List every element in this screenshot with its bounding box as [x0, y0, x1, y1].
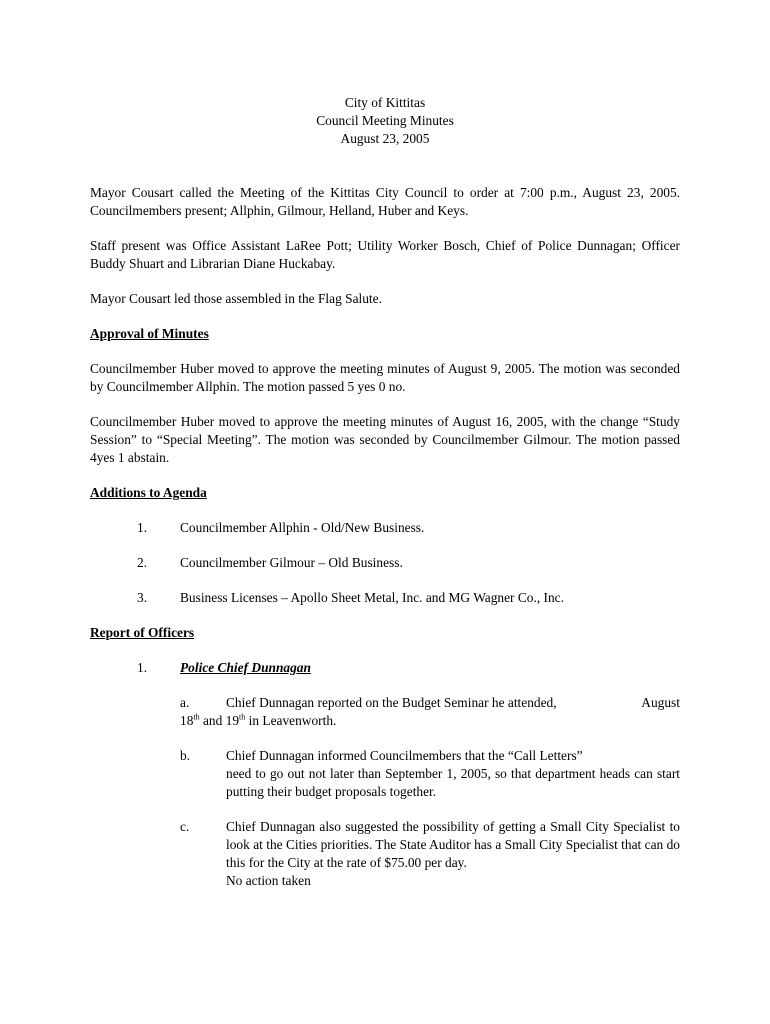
date-day-1: 18: [180, 713, 194, 728]
list-item-text: Business Licenses – Apollo Sheet Metal, Inc. and MG Wagner Co., Inc.: [180, 590, 564, 605]
officer-title: Police Chief Dunnagan: [180, 660, 311, 675]
officer-subitem-a: [180, 694, 680, 730]
heading-report-of-officers: Report of Officers: [90, 625, 195, 640]
list-item: [90, 554, 680, 572]
paragraph-call-to-order: Mayor Cousart called the Meeting of the Kittitas City Council to order at 7:00 p.m., August 23, 2005. Councilmembers present; Allphin, Gilmour, Helland, Huber and Keys.: [90, 185, 680, 218]
list-item-text: Councilmember Allphin - Old/New Business.: [180, 520, 425, 535]
subitem-letter: b.: [180, 748, 191, 763]
header-date: August 23, 2005: [340, 131, 430, 146]
list-item-number: 3.: [137, 590, 148, 605]
date-suffix-1: th: [193, 712, 200, 722]
paragraph-approval-1: Councilmember Huber moved to approve the meeting minutes of August 9, 2005. The motion was seconded by Councilmember Allphin. The motion passed 5 yes 0 no.: [90, 361, 680, 394]
heading-approval-of-minutes: Approval of Minutes: [90, 326, 209, 341]
subitem-text-line1: Chief Dunnagan informed Councilmembers that the “Call Letters”: [226, 748, 583, 763]
paragraph-flag-salute: Mayor Cousart led those assembled in the Flag Salute.: [90, 291, 382, 306]
paragraph-staff: Staff present was Office Assistant LaRee Pott; Utility Worker Bosch, Chief of Police Dunnagan; Officer Buddy Shuart and Librarian Diane Huckabay.: [90, 238, 680, 271]
list-item-number: 1.: [137, 520, 148, 535]
subitem-text-end: August: [641, 695, 680, 710]
subitem-text: Chief Dunnagan also suggested the possibility of getting a Small City Specialist to look at the Cities priorities. The State Auditor has a Small City Specialist that can do this for the City at the rate of $75.00 per day.: [226, 819, 680, 870]
subitem-letter: c.: [180, 819, 190, 834]
list-item-number: 2.: [137, 555, 148, 570]
list-item: [90, 589, 680, 607]
subitem-text-tail: No action taken: [226, 873, 311, 888]
date-day-2: 19: [225, 713, 240, 728]
list-item-text: Councilmember Gilmour – Old Business.: [180, 555, 403, 570]
subitem-text: Chief Dunnagan reported on the Budget Seminar he attended,: [226, 695, 557, 710]
officer-subitem-c: [180, 818, 680, 890]
officer-item: [90, 659, 680, 677]
header-city: City of Kittitas: [344, 95, 426, 110]
paragraph-approval-2: Councilmember Huber moved to approve the meeting minutes of August 16, 2005, with the change “Study Session” to “Special Meeting”. The motion was seconded by Councilmember Gilmour. The motion passed 4yes 1 abstain.: [90, 414, 680, 465]
subitem-dates-line: [180, 712, 680, 730]
heading-additions-to-agenda: Additions to Agenda: [90, 485, 207, 500]
header-title: Council Meeting Minutes: [316, 113, 454, 128]
date-suffix-2: th: [239, 712, 246, 722]
officer-subitem-b: [180, 747, 680, 801]
date-place: in Leavenworth.: [245, 713, 337, 728]
subitem-text-rest: need to go out not later than September 1, 2005, so that department heads can start putting their budget proposals together.: [226, 766, 680, 799]
list-item: [90, 519, 680, 537]
officer-item-number: 1.: [137, 660, 148, 675]
date-and: and: [199, 713, 226, 728]
subitem-letter: a.: [180, 695, 190, 710]
document-header: [90, 94, 680, 148]
